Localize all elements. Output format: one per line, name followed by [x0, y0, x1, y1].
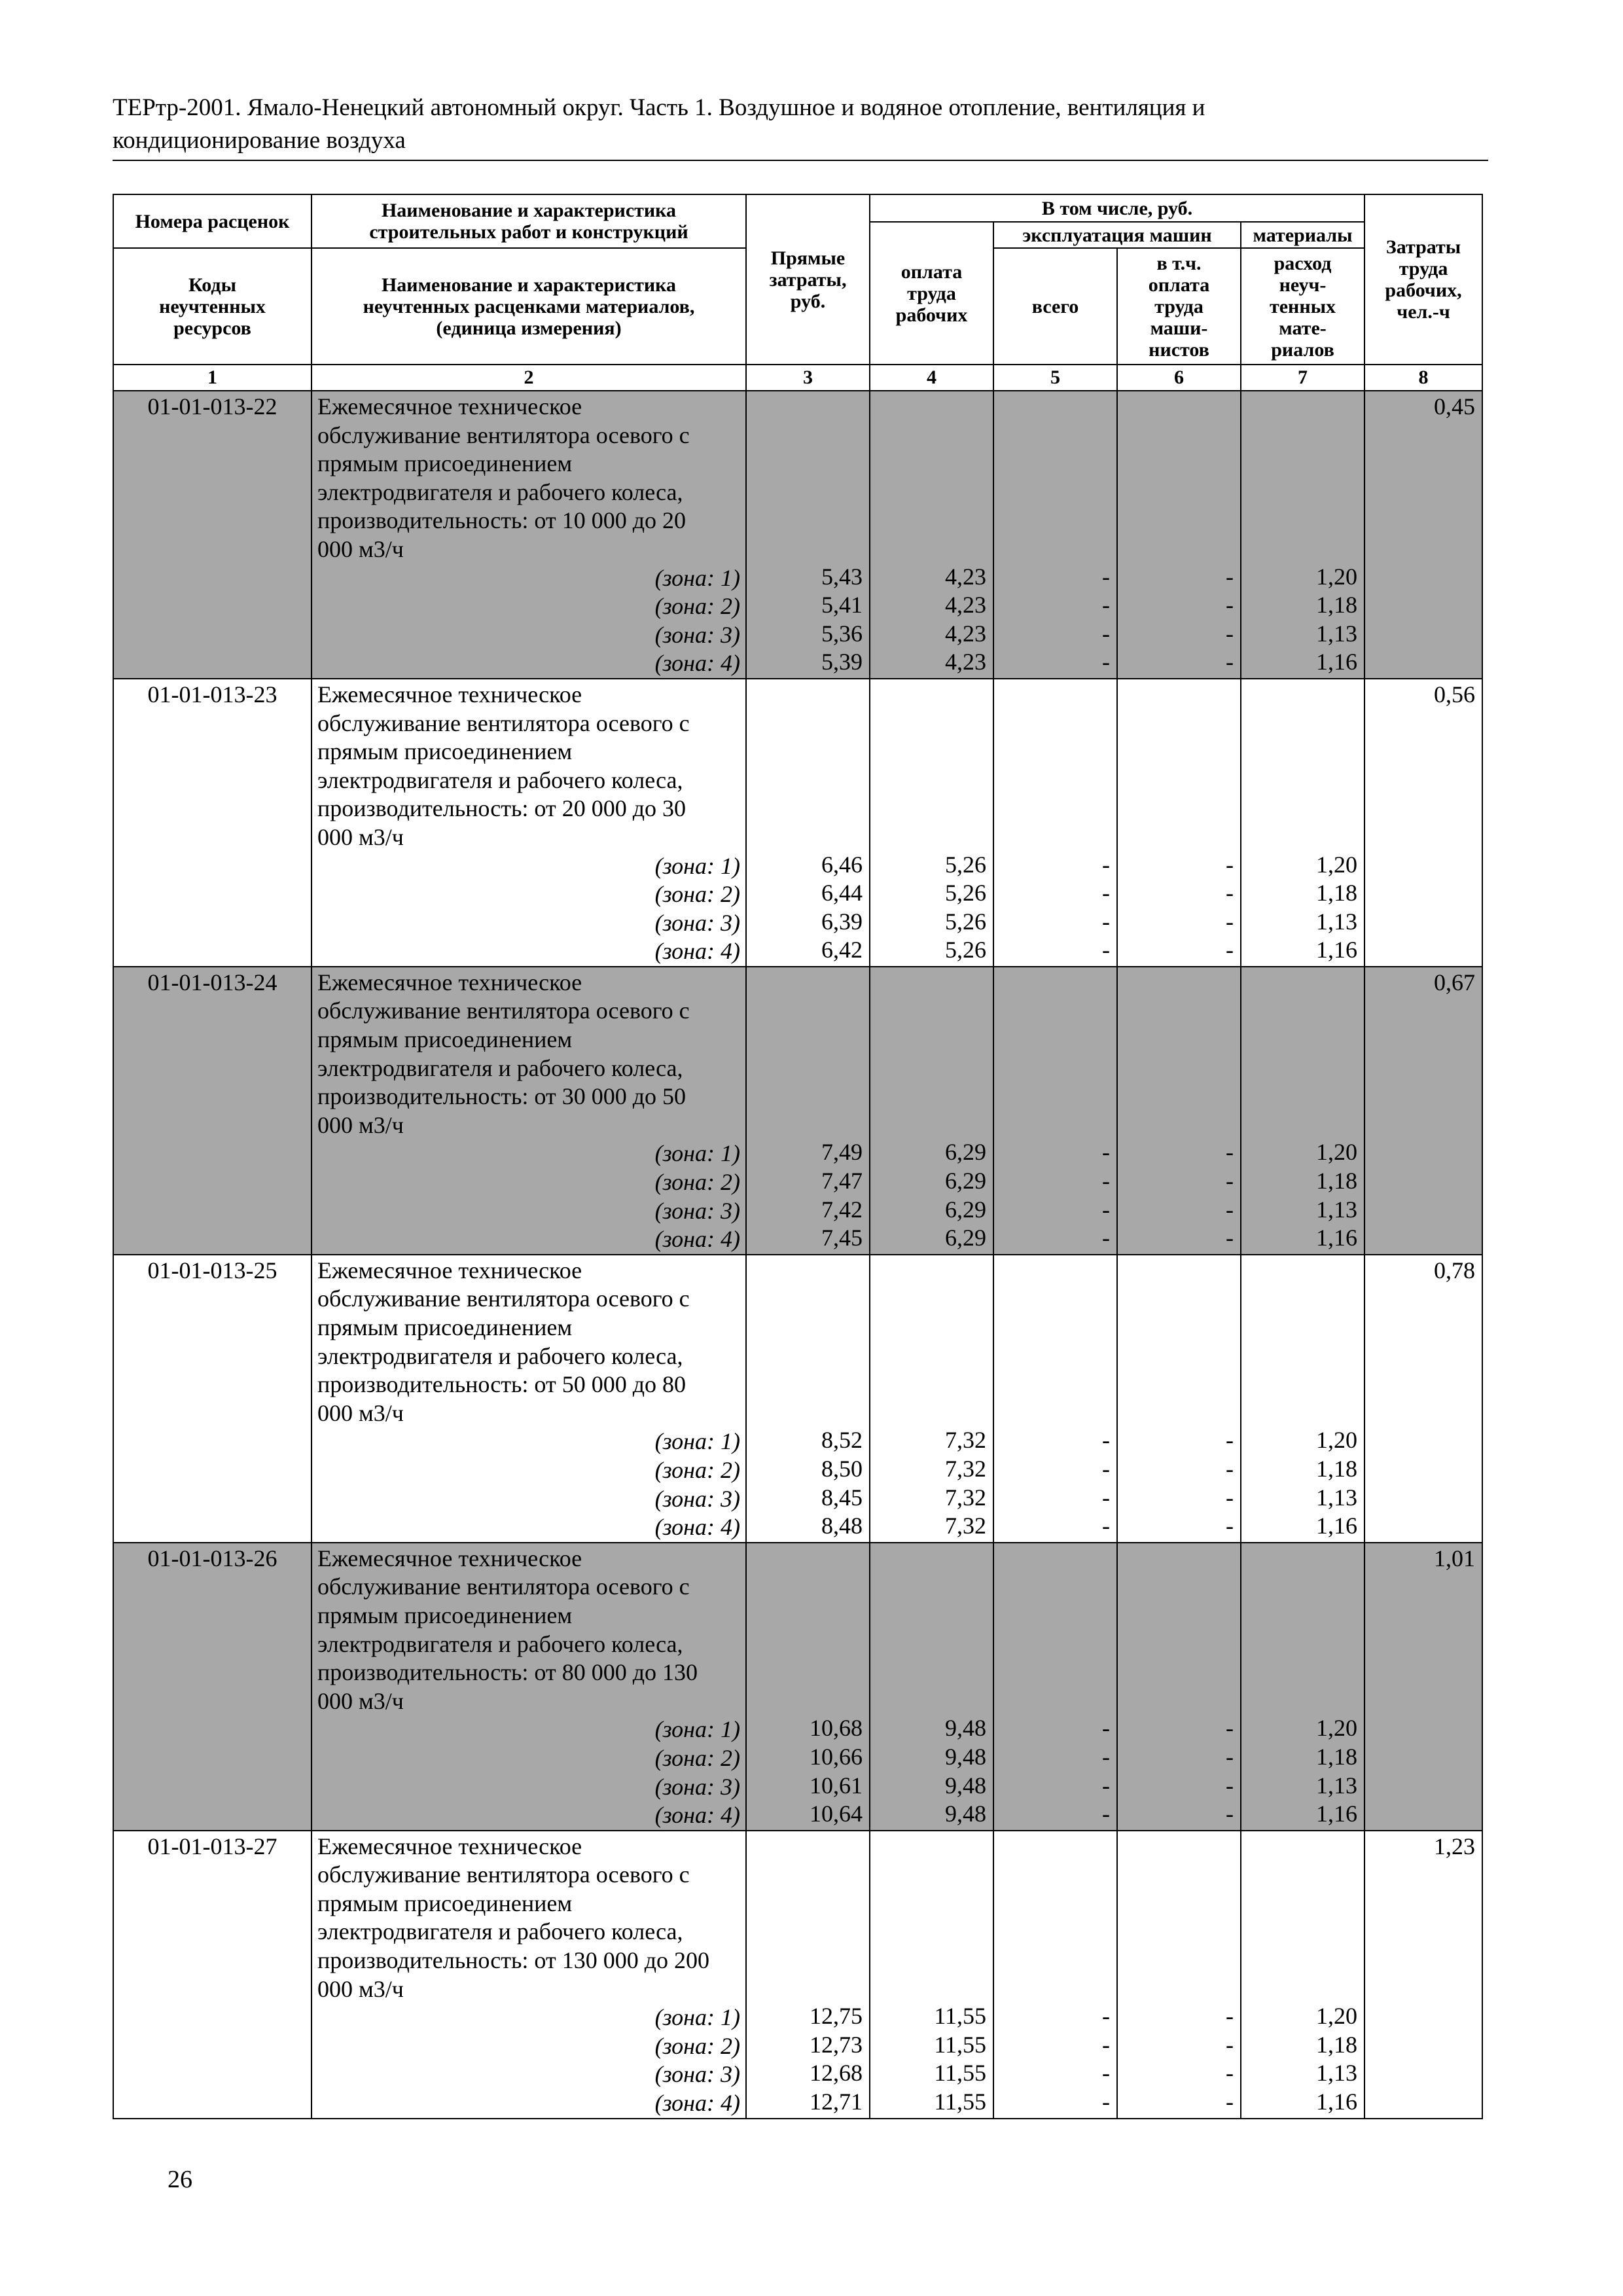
description-line: 000 м3/ч [317, 823, 404, 850]
header-line-2: кондиционирование воздуха [113, 127, 406, 154]
direct-cost-value: 5,41 [821, 592, 863, 619]
rate-description [312, 679, 746, 967]
direct-cost-value: 10,68 [810, 1715, 863, 1742]
description-line: обслуживание вентилятора осевого с [317, 1573, 690, 1600]
worker-wage-cell [870, 967, 993, 1255]
material-cost-cell [1241, 391, 1364, 679]
labor-cell [1364, 1543, 1482, 1831]
machinist-wage-value: - [1226, 2060, 1234, 2087]
machinist-wage-value: - [1226, 851, 1234, 878]
worker-wage-value: 9,48 [945, 1801, 986, 1827]
description-line: прямым присоединением [317, 1026, 573, 1053]
material-cost-value: 1,18 [1316, 1455, 1358, 1482]
description-line: 000 м3/ч [317, 1399, 404, 1426]
description-line: 000 м3/ч [317, 535, 404, 562]
rate-code: 01-01-013-27 [113, 1831, 312, 2119]
direct-cost-value: 6,39 [821, 908, 863, 935]
machine-cost-value: - [1102, 1484, 1110, 1511]
direct-cost-value: 12,73 [810, 2031, 863, 2058]
machinist-wage-value: - [1226, 908, 1234, 935]
zone-label: (зона: 2) [654, 881, 740, 908]
worker-wage-value: 5,26 [945, 908, 986, 935]
material-cost-value: 1,13 [1316, 908, 1358, 935]
zone-label: (зона: 4) [654, 2090, 740, 2117]
description-line: производительность: от 130 000 до 200 [317, 1947, 710, 1974]
worker-wage-value: 11,55 [934, 2060, 986, 2087]
zone-label: (зона: 2) [654, 2032, 740, 2059]
machinist-wage-value: - [1226, 2089, 1234, 2115]
machinist-wage-cell [1117, 1831, 1241, 2119]
labor-value: 0,67 [1434, 969, 1476, 996]
worker-wage-cell [870, 1255, 993, 1543]
zone-label: (зона: 1) [654, 852, 740, 879]
rate-code: 01-01-013-24 [113, 967, 312, 1255]
machinist-wage-value: - [1226, 592, 1234, 619]
worker-wage-cell [870, 679, 993, 967]
header-resource-codes: Коды неучтенных ресурсов [113, 248, 312, 365]
rate-rows [113, 391, 1482, 2119]
labor-cell [1364, 1831, 1482, 2119]
description-line: 000 м3/ч [317, 1111, 404, 1138]
machine-cost-cell [993, 679, 1117, 967]
header-machinist-wages: в т.ч. оплата труда маши- нистов [1117, 248, 1241, 365]
material-cost-cell [1241, 1255, 1364, 1543]
description-line: электродвигателя и рабочего колеса, [317, 1630, 683, 1657]
rate-description [312, 1543, 746, 1831]
material-cost-value: 1,13 [1316, 1484, 1358, 1511]
machinist-wage-cell [1117, 1255, 1241, 1543]
machinist-wage-value: - [1226, 880, 1234, 906]
worker-wage-value: 6,29 [945, 1225, 986, 1251]
zone-label: (зона: 3) [654, 1773, 740, 1800]
direct-cost-value: 7,47 [821, 1168, 863, 1194]
direct-cost-value: 7,49 [821, 1139, 863, 1166]
zone-label: (зона: 1) [654, 564, 740, 591]
machine-cost-cell [993, 1831, 1117, 2119]
column-number: 4 [870, 365, 993, 391]
material-cost-value: 1,13 [1316, 2060, 1358, 2087]
machinist-wage-value: - [1226, 1715, 1234, 1742]
labor-cell [1364, 679, 1482, 967]
column-numbers-row [113, 365, 1482, 391]
labor-value: 0,56 [1434, 681, 1476, 708]
machinist-wage-value: - [1226, 1772, 1234, 1799]
header-materials: материалы [1241, 222, 1364, 248]
worker-wage-cell [870, 1831, 993, 2119]
worker-wage-value: 7,32 [945, 1427, 986, 1454]
description-line: Ежемесячное техническое [317, 681, 582, 708]
description-line: обслуживание вентилятора осевого с [317, 997, 690, 1024]
header-work-name: Наименование и характеристика строительных работ и конструкций [312, 194, 746, 248]
zone-label: (зона: 2) [654, 1456, 740, 1483]
column-number: 5 [993, 365, 1117, 391]
labor-value: 0,78 [1434, 1257, 1476, 1283]
direct-cost-value: 10,66 [810, 1743, 863, 1770]
rate-code: 01-01-013-26 [113, 1543, 312, 1831]
description-line: прямым присоединением [317, 738, 573, 765]
material-cost-value: 1,18 [1316, 1168, 1358, 1194]
rate-code: 01-01-013-23 [113, 679, 312, 967]
header-line-1: ТЕРтр-2001. Ямало-Ненецкий автономный округ. Часть 1. Воздушное и водяное отопление, вентиляция и [113, 94, 1205, 121]
worker-wage-value: 9,48 [945, 1772, 986, 1799]
zone-label: (зона: 2) [654, 1744, 740, 1771]
running-header [113, 92, 1488, 161]
machinist-wage-value: - [1226, 1168, 1234, 1194]
rate-block [113, 391, 1482, 679]
description-line: прямым присоединением [317, 1890, 573, 1916]
description-line: электродвигателя и рабочего колеса, [317, 1054, 683, 1081]
machine-cost-value: - [1102, 880, 1110, 906]
worker-wage-value: 9,48 [945, 1715, 986, 1742]
rate-block [113, 1543, 1482, 1831]
material-cost-value: 1,16 [1316, 1801, 1358, 1827]
zone-label: (зона: 1) [654, 1716, 740, 1743]
column-number: 2 [312, 365, 746, 391]
machinist-wage-value: - [1226, 649, 1234, 675]
column-number: 7 [1241, 365, 1364, 391]
machine-cost-value: - [1102, 2089, 1110, 2115]
machine-cost-value: - [1102, 851, 1110, 878]
direct-cost-value: 12,75 [810, 2003, 863, 2030]
machine-cost-value: - [1102, 1801, 1110, 1827]
material-cost-cell [1241, 679, 1364, 967]
description-line: электродвигателя и рабочего колеса, [317, 766, 683, 793]
zone-label: (зона: 1) [654, 2004, 740, 2031]
rate-description [312, 1831, 746, 2119]
column-number: 6 [1117, 365, 1241, 391]
machinist-wage-value: - [1226, 1484, 1234, 1511]
machinist-wage-value: - [1226, 1225, 1234, 1251]
worker-wage-value: 11,55 [934, 2031, 986, 2058]
zone-label: (зона: 4) [654, 1226, 740, 1253]
description-line: производительность: от 50 000 до 80 [317, 1371, 687, 1398]
zone-label: (зона: 4) [654, 1802, 740, 1829]
labor-cell [1364, 391, 1482, 679]
direct-cost-value: 5,36 [821, 620, 863, 647]
zone-label: (зона: 2) [654, 593, 740, 620]
description-line: обслуживание вентилятора осевого с [317, 1285, 690, 1312]
worker-wage-cell [870, 391, 993, 679]
direct-cost-value: 6,46 [821, 851, 863, 878]
description-line: 000 м3/ч [317, 1975, 404, 2002]
worker-wage-value: 7,32 [945, 1484, 986, 1511]
worker-wage-value: 4,23 [945, 592, 986, 619]
machine-cost-value: - [1102, 649, 1110, 675]
material-cost-value: 1,20 [1316, 851, 1358, 878]
direct-cost-value: 6,44 [821, 880, 863, 906]
description-line: электродвигателя и рабочего колеса, [317, 1918, 683, 1945]
page-number: 26 [168, 2166, 192, 2193]
description-line: производительность: от 10 000 до 20 [317, 507, 687, 534]
zone-label: (зона: 2) [654, 1169, 740, 1196]
machinist-wage-cell [1117, 967, 1241, 1255]
header-wages: оплата труда рабочих [870, 222, 993, 365]
column-number: 3 [746, 365, 870, 391]
machinist-wage-cell [1117, 391, 1241, 679]
material-cost-value: 1,20 [1316, 563, 1358, 590]
description-line: обслуживание вентилятора осевого с [317, 422, 690, 448]
material-cost-value: 1,20 [1316, 1427, 1358, 1454]
machine-cost-value: - [1102, 1427, 1110, 1454]
description-line: 000 м3/ч [317, 1687, 404, 1714]
machine-cost-value: - [1102, 1455, 1110, 1482]
machine-cost-value: - [1102, 1139, 1110, 1166]
machinist-wage-value: - [1226, 620, 1234, 647]
worker-wage-value: 7,32 [945, 1455, 986, 1482]
description-line: Ежемесячное техническое [317, 1257, 582, 1283]
machine-cost-value: - [1102, 2003, 1110, 2030]
header-materials-name: Наименование и характеристика неучтенных расценками материалов, (единица измерения) [312, 248, 746, 365]
description-line: обслуживание вентилятора осевого с [317, 709, 690, 736]
machine-cost-cell [993, 1543, 1117, 1831]
direct-cost-value: 10,61 [810, 1772, 863, 1799]
machine-cost-value: - [1102, 937, 1110, 963]
machine-cost-cell [993, 1255, 1117, 1543]
worker-wage-value: 6,29 [945, 1196, 986, 1223]
material-cost-value: 1,20 [1316, 2003, 1358, 2030]
worker-wage-value: 4,23 [945, 620, 986, 647]
material-cost-cell [1241, 1831, 1364, 2119]
worker-wage-value: 6,29 [945, 1168, 986, 1194]
material-cost-value: 1,20 [1316, 1715, 1358, 1742]
machine-cost-value: - [1102, 1772, 1110, 1799]
column-number: 1 [113, 365, 312, 391]
direct-cost-value: 12,71 [810, 2089, 863, 2115]
direct-cost-value: 6,42 [821, 937, 863, 963]
material-cost-cell [1241, 967, 1364, 1255]
zone-label: (зона: 3) [654, 1485, 740, 1512]
zone-label: (зона: 4) [654, 1514, 740, 1541]
description-line: производительность: от 80 000 до 130 [317, 1659, 698, 1686]
machinist-wage-value: - [1226, 1801, 1234, 1827]
machine-cost-value: - [1102, 2060, 1110, 2087]
direct-cost-value: 5,43 [821, 563, 863, 590]
machinist-wage-value: - [1226, 1196, 1234, 1223]
machine-cost-value: - [1102, 1225, 1110, 1251]
header-machines: эксплуатация машин [993, 222, 1241, 248]
direct-cost-value: 5,39 [821, 649, 863, 675]
direct-cost-value: 8,52 [821, 1427, 863, 1454]
material-cost-value: 1,16 [1316, 937, 1358, 963]
rates-table [113, 194, 1483, 2119]
material-cost-value: 1,13 [1316, 620, 1358, 647]
direct-cost-value: 10,64 [810, 1801, 863, 1827]
worker-wage-value: 6,29 [945, 1139, 986, 1166]
worker-wage-value: 5,26 [945, 851, 986, 878]
direct-cost-cell [746, 391, 870, 679]
description-line: производительность: от 30 000 до 50 [317, 1083, 687, 1110]
machine-cost-value: - [1102, 563, 1110, 590]
zone-label: (зона: 1) [654, 1428, 740, 1455]
direct-cost-value: 8,48 [821, 1513, 863, 1539]
machine-cost-value: - [1102, 908, 1110, 935]
machinist-wage-value: - [1226, 563, 1234, 590]
description-line: производительность: от 20 000 до 30 [317, 795, 687, 822]
material-cost-value: 1,16 [1316, 1225, 1358, 1251]
machinist-wage-value: - [1226, 937, 1234, 963]
worker-wage-value: 9,48 [945, 1743, 986, 1770]
direct-cost-cell [746, 679, 870, 967]
column-number: 8 [1364, 365, 1482, 391]
machine-cost-value: - [1102, 1196, 1110, 1223]
labor-value: 0,45 [1434, 393, 1476, 420]
direct-cost-value: 8,50 [821, 1455, 863, 1482]
direct-cost-cell [746, 967, 870, 1255]
header-material-usage: расход неуч- тенных мате- риалов [1241, 248, 1364, 365]
direct-cost-cell [746, 1831, 870, 2119]
rate-code: 01-01-013-25 [113, 1255, 312, 1543]
rate-block [113, 1831, 1482, 2119]
material-cost-value: 1,20 [1316, 1139, 1358, 1166]
machine-cost-value: - [1102, 2031, 1110, 2058]
header-including: В том числе, руб. [870, 194, 1364, 222]
machinist-wage-value: - [1226, 1455, 1234, 1482]
machine-cost-value: - [1102, 592, 1110, 619]
zone-label: (зона: 3) [654, 2061, 740, 2088]
material-cost-value: 1,13 [1316, 1772, 1358, 1799]
direct-cost-cell [746, 1543, 870, 1831]
labor-cell [1364, 967, 1482, 1255]
machinist-wage-cell [1117, 1543, 1241, 1831]
machine-cost-cell [993, 391, 1117, 679]
description-line: обслуживание вентилятора осевого с [317, 1861, 690, 1888]
direct-cost-value: 7,45 [821, 1225, 863, 1251]
machinist-wage-value: - [1226, 2003, 1234, 2030]
direct-cost-value: 7,42 [821, 1196, 863, 1223]
machinist-wage-value: - [1226, 1427, 1234, 1454]
material-cost-value: 1,18 [1316, 592, 1358, 619]
description-line: Ежемесячное техническое [317, 393, 582, 420]
labor-cell [1364, 1255, 1482, 1543]
zone-label: (зона: 3) [654, 1197, 740, 1224]
rate-description [312, 1255, 746, 1543]
worker-wage-value: 11,55 [934, 2089, 986, 2115]
rate-block [113, 1255, 1482, 1543]
direct-cost-value: 12,68 [810, 2060, 863, 2087]
machine-cost-value: - [1102, 620, 1110, 647]
zone-label: (зона: 3) [654, 621, 740, 648]
machine-cost-cell [993, 967, 1117, 1255]
header-rate-numbers: Номера расценок [113, 194, 312, 248]
table-head [113, 194, 1482, 365]
material-cost-value: 1,13 [1316, 1196, 1358, 1223]
description-line: прямым присоединением [317, 450, 573, 477]
rate-code: 01-01-013-22 [113, 391, 312, 679]
zone-label: (зона: 1) [654, 1140, 740, 1167]
worker-wage-value: 7,32 [945, 1513, 986, 1539]
worker-wage-value: 11,55 [934, 2003, 986, 2030]
description-line: электродвигателя и рабочего колеса, [317, 1342, 683, 1369]
worker-wage-value: 4,23 [945, 563, 986, 590]
header-labor-costs: Затраты труда рабочих, чел.-ч [1364, 194, 1482, 365]
machine-cost-value: - [1102, 1743, 1110, 1770]
description-line: Ежемесячное техническое [317, 1833, 582, 1859]
description-line: Ежемесячное техническое [317, 1545, 582, 1571]
worker-wage-value: 4,23 [945, 649, 986, 675]
direct-cost-value: 8,45 [821, 1484, 863, 1511]
material-cost-value: 1,16 [1316, 649, 1358, 675]
machine-cost-value: - [1102, 1168, 1110, 1194]
labor-value: 1,01 [1434, 1545, 1476, 1571]
material-cost-value: 1,18 [1316, 1743, 1358, 1770]
machinist-wage-value: - [1226, 1139, 1234, 1166]
description-line: прямым присоединением [317, 1602, 573, 1628]
labor-value: 1,23 [1434, 1833, 1476, 1859]
material-cost-value: 1,18 [1316, 880, 1358, 906]
machinist-wage-value: - [1226, 1513, 1234, 1539]
machinist-wage-value: - [1226, 2031, 1234, 2058]
zone-label: (зона: 4) [654, 650, 740, 677]
machinist-wage-value: - [1226, 1743, 1234, 1770]
header-machines-total: всего [993, 248, 1117, 365]
rate-description [312, 967, 746, 1255]
header-direct-costs: Прямые затраты, руб. [746, 194, 870, 365]
rate-description [312, 391, 746, 679]
description-line: электродвигателя и рабочего колеса, [317, 478, 683, 505]
material-cost-cell [1241, 1543, 1364, 1831]
worker-wage-value: 5,26 [945, 937, 986, 963]
material-cost-value: 1,18 [1316, 2031, 1358, 2058]
zone-label: (зона: 3) [654, 909, 740, 936]
rate-block [113, 967, 1482, 1255]
description-line: прямым присоединением [317, 1314, 573, 1340]
direct-cost-cell [746, 1255, 870, 1543]
worker-wage-value: 5,26 [945, 880, 986, 906]
machinist-wage-cell [1117, 679, 1241, 967]
worker-wage-cell [870, 1543, 993, 1831]
rate-block [113, 679, 1482, 967]
material-cost-value: 1,16 [1316, 2089, 1358, 2115]
zone-label: (зона: 4) [654, 938, 740, 965]
material-cost-value: 1,16 [1316, 1513, 1358, 1539]
description-line: Ежемесячное техническое [317, 969, 582, 996]
machine-cost-value: - [1102, 1513, 1110, 1539]
machine-cost-value: - [1102, 1715, 1110, 1742]
